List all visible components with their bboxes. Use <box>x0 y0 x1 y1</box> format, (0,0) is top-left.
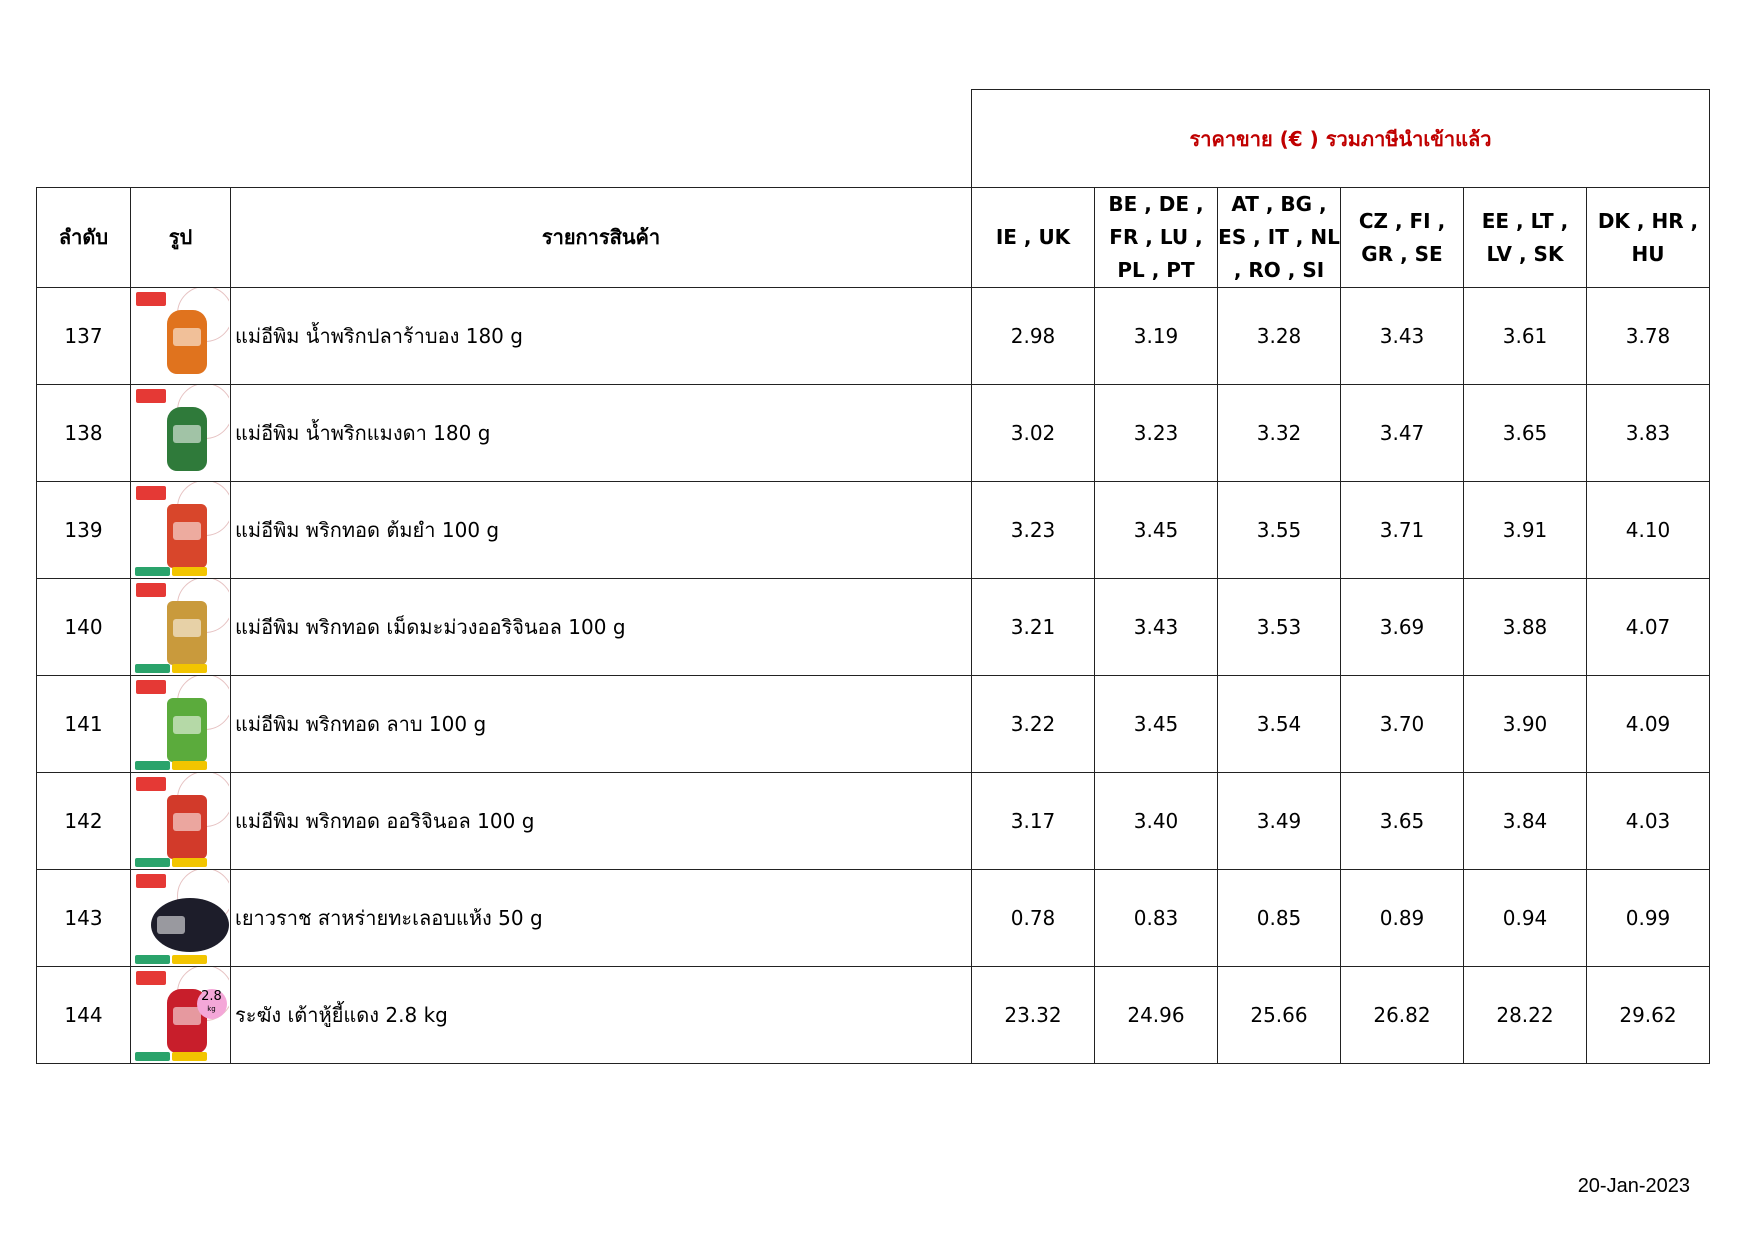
delivery-truck-icon <box>136 292 166 306</box>
price-cell: 3.32 <box>1218 385 1341 482</box>
product-name: แม่อีพิม พริกทอด ลาบ 100 g <box>231 676 972 773</box>
table-row <box>37 967 1710 1064</box>
delivery-truck-icon <box>136 680 166 694</box>
package-label-icon <box>157 916 185 934</box>
price-cell: 2.98 <box>972 288 1095 385</box>
blank-corner <box>37 90 972 188</box>
price-cell: 4.07 <box>1587 579 1710 676</box>
price-cell: 3.69 <box>1341 579 1464 676</box>
price-cell: 24.96 <box>1095 967 1218 1064</box>
product-name: แม่อีพิม น้ำพริกแมงดา 180 g <box>231 385 972 482</box>
price-cell: 29.62 <box>1587 967 1710 1064</box>
region-line: LV , SK <box>1486 241 1564 266</box>
product-thumbnail <box>133 870 229 966</box>
product-thumbnail <box>133 676 229 772</box>
price-cell: 0.85 <box>1218 870 1341 967</box>
green-badge-icon <box>135 567 170 576</box>
table-row <box>37 288 1710 385</box>
package-label-icon <box>173 716 201 734</box>
promo-badges-icon <box>135 858 207 867</box>
price-cell: 3.19 <box>1095 288 1218 385</box>
price-cell: 4.10 <box>1587 482 1710 579</box>
price-cell: 3.78 <box>1587 288 1710 385</box>
yellow-badge-icon <box>172 858 207 867</box>
package-label-icon <box>173 619 201 637</box>
region-line: FR , LU , <box>1109 225 1203 249</box>
price-banner: ราคาขาย (€ ) รวมภาษีนำเข้าแล้ว <box>972 90 1710 188</box>
price-cell: 3.84 <box>1464 773 1587 870</box>
header-region-1 <box>972 188 1095 288</box>
row-number: 140 <box>37 579 131 676</box>
green-badge-icon <box>135 858 170 867</box>
price-cell: 3.43 <box>1095 579 1218 676</box>
product-image-cell <box>131 870 231 967</box>
green-badge-icon <box>135 761 170 770</box>
price-cell: 3.49 <box>1218 773 1341 870</box>
header-region-3 <box>1218 188 1341 288</box>
header-region-2 <box>1095 188 1218 288</box>
package-label-icon <box>173 425 201 443</box>
price-table <box>36 89 1710 1064</box>
price-cell: 25.66 <box>1218 967 1341 1064</box>
price-cell: 3.21 <box>972 579 1095 676</box>
header-image: รูป <box>131 188 231 288</box>
price-cell: 3.61 <box>1464 288 1587 385</box>
report-date: 20-Jan-2023 <box>1577 1175 1690 1197</box>
region-line: DK , HR , <box>1597 208 1699 233</box>
delivery-truck-icon <box>136 389 166 403</box>
price-cell: 3.55 <box>1218 482 1341 579</box>
delivery-truck-icon <box>136 971 166 985</box>
price-cell: 3.65 <box>1464 385 1587 482</box>
product-package-icon <box>167 601 207 665</box>
price-cell: 3.45 <box>1095 676 1218 773</box>
region-line: GR , SE <box>1361 241 1443 266</box>
product-package-icon <box>167 795 207 859</box>
price-cell: 3.22 <box>972 676 1095 773</box>
table-row <box>37 676 1710 773</box>
product-package-icon <box>167 310 207 374</box>
price-cell: 28.22 <box>1464 967 1587 1064</box>
product-name: แม่อีพิม พริกทอด ออริจินอล 100 g <box>231 773 972 870</box>
product-image-cell <box>131 773 231 870</box>
row-number: 143 <box>37 870 131 967</box>
price-cell: 0.94 <box>1464 870 1587 967</box>
green-badge-icon <box>135 664 170 673</box>
product-thumbnail <box>133 385 229 481</box>
weight-unit: kg <box>207 1005 216 1013</box>
product-package-icon <box>167 504 207 568</box>
promo-badges-icon <box>135 761 207 770</box>
price-cell: 0.99 <box>1587 870 1710 967</box>
weight-badge <box>197 989 227 1019</box>
header-region-6 <box>1587 188 1710 288</box>
region-line: CZ , FI , <box>1358 208 1446 233</box>
price-cell: 3.90 <box>1464 676 1587 773</box>
product-package-icon <box>167 698 207 762</box>
price-cell: 3.71 <box>1341 482 1464 579</box>
price-cell: 3.43 <box>1341 288 1464 385</box>
header-region-4 <box>1341 188 1464 288</box>
product-thumbnail <box>133 288 229 384</box>
product-image-cell <box>131 967 231 1064</box>
region-line: IE , UK <box>995 225 1071 249</box>
row-number: 142 <box>37 773 131 870</box>
package-label-icon <box>173 522 201 540</box>
delivery-truck-icon <box>136 874 166 888</box>
region-line: PL , PT <box>1117 258 1195 282</box>
promo-badges-icon <box>135 955 207 964</box>
price-cell: 3.91 <box>1464 482 1587 579</box>
price-cell: 3.40 <box>1095 773 1218 870</box>
product-thumbnail <box>133 482 229 578</box>
header-region-5 <box>1464 188 1587 288</box>
header-no: ลำดับ <box>37 188 131 288</box>
price-cell: 3.17 <box>972 773 1095 870</box>
product-image-cell <box>131 676 231 773</box>
price-sheet <box>36 89 1710 1064</box>
region-line: EE , LT , <box>1481 208 1569 233</box>
delivery-truck-icon <box>136 777 166 791</box>
product-image-cell <box>131 579 231 676</box>
product-image-cell <box>131 482 231 579</box>
product-package-icon <box>151 898 229 952</box>
table-row <box>37 385 1710 482</box>
green-badge-icon <box>135 955 170 964</box>
product-image-cell <box>131 385 231 482</box>
package-label-icon <box>173 813 201 831</box>
row-number: 144 <box>37 967 131 1064</box>
region-line: HU <box>1631 241 1665 266</box>
region-line: BE , DE , <box>1108 192 1204 216</box>
table-row <box>37 773 1710 870</box>
product-thumbnail <box>133 579 229 675</box>
product-name: แม่อีพิม น้ำพริกปลาร้าบอง 180 g <box>231 288 972 385</box>
package-label-icon <box>173 328 201 346</box>
table-row <box>37 482 1710 579</box>
price-cell: 3.45 <box>1095 482 1218 579</box>
product-package-icon <box>167 407 207 471</box>
product-name: เยาวราช สาหร่ายทะเลอบแห้ง 50 g <box>231 870 972 967</box>
price-cell: 3.02 <box>972 385 1095 482</box>
row-number: 139 <box>37 482 131 579</box>
table-row <box>37 870 1710 967</box>
price-cell: 23.32 <box>972 967 1095 1064</box>
price-cell: 4.03 <box>1587 773 1710 870</box>
price-cell: 3.28 <box>1218 288 1341 385</box>
delivery-truck-icon <box>136 486 166 500</box>
yellow-badge-icon <box>172 761 207 770</box>
product-image-cell <box>131 288 231 385</box>
price-cell: 0.83 <box>1095 870 1218 967</box>
promo-badges-icon <box>135 567 207 576</box>
price-cell: 3.47 <box>1341 385 1464 482</box>
row-number: 141 <box>37 676 131 773</box>
yellow-badge-icon <box>172 567 207 576</box>
price-cell: 3.23 <box>972 482 1095 579</box>
region-line: AT , BG , <box>1231 192 1327 216</box>
header-item: รายการสินค้า <box>231 188 972 288</box>
price-cell: 3.70 <box>1341 676 1464 773</box>
yellow-badge-icon <box>172 664 207 673</box>
product-thumbnail <box>133 773 229 869</box>
price-cell: 3.88 <box>1464 579 1587 676</box>
price-cell: 4.09 <box>1587 676 1710 773</box>
weight-number: 2.8 <box>201 989 222 1004</box>
region-line: , RO , SI <box>1233 258 1325 282</box>
row-number: 138 <box>37 385 131 482</box>
yellow-badge-icon <box>172 955 207 964</box>
price-cell: 3.83 <box>1587 385 1710 482</box>
product-name: แม่อีพิม พริกทอด ต้มยำ 100 g <box>231 482 972 579</box>
region-line: ES , IT , NL <box>1218 225 1340 249</box>
price-cell: 26.82 <box>1341 967 1464 1064</box>
price-cell: 3.65 <box>1341 773 1464 870</box>
green-badge-icon <box>135 1052 170 1061</box>
delivery-truck-icon <box>136 583 166 597</box>
price-cell: 3.23 <box>1095 385 1218 482</box>
yellow-badge-icon <box>172 1052 207 1061</box>
table-row <box>37 579 1710 676</box>
promo-badges-icon <box>135 1052 207 1061</box>
product-name: ระฆัง เต้าหู้ยี้แดง 2.8 kg <box>231 967 972 1064</box>
price-cell: 0.78 <box>972 870 1095 967</box>
product-thumbnail <box>133 967 229 1063</box>
row-number: 137 <box>37 288 131 385</box>
price-cell: 3.53 <box>1218 579 1341 676</box>
promo-badges-icon <box>135 664 207 673</box>
product-name: แม่อีพิม พริกทอด เม็ดมะม่วงออริจินอล 100 g <box>231 579 972 676</box>
price-cell: 3.54 <box>1218 676 1341 773</box>
price-cell: 0.89 <box>1341 870 1464 967</box>
